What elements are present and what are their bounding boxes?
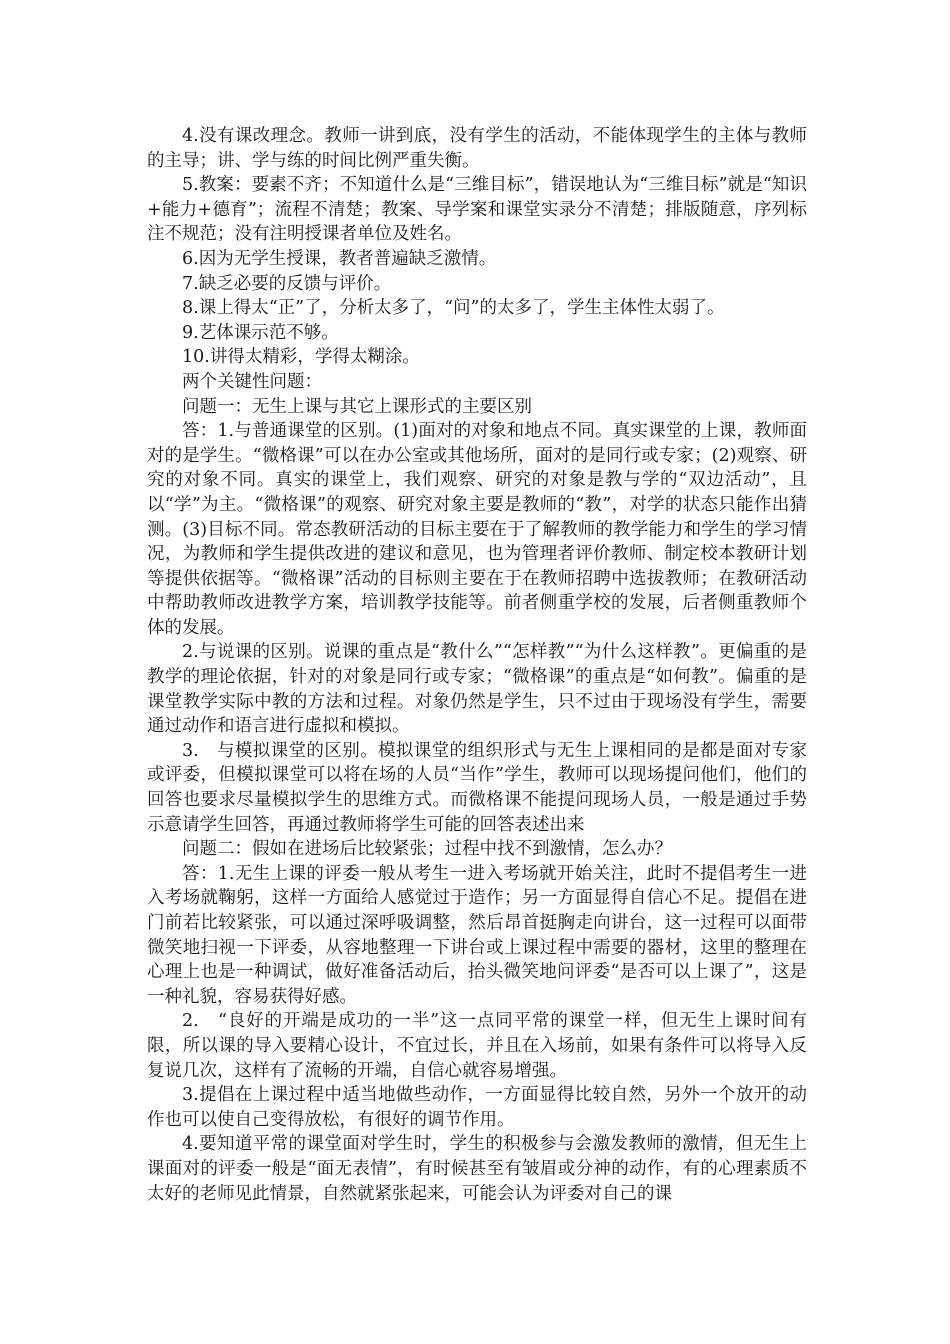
answer-one-part-1: 答：1.与普通课堂的区别。(1)面对的对象和地点不同。真实课堂的上课，教师面对的是学生。“微格课”可以在办公室或其他场所，面对的是同行或专家；(2)观察、研究的对象不同。真实的课堂上，我们观察、研究的对象是教与学的“双边活动”，且以“学”为主。“微格课”的观察、研究对象主要是教师的“教”，对学的状态只能作出猜测。(3)目标不同。常态教研活动的目标主要在于了解教师的教学能力和学生的学习情况，为教师和学生提供改进的建议和意见，也为管理者评价教师、制定校本教研计划等提供依据等。“微格课”活动的目标则主要在于在教师招聘中选拔教师；在教研活动中帮助教师改进教学方案，培训教学技能等。前者侧重学校的发展，后者侧重教师个体的发展。 — [147, 421, 807, 638]
paragraph-item-4: 4.没有课改理念。教师一讲到底，没有学生的活动，不能体现学生的主体与教师的主导；讲、学与练的时间比例严重失衡。 — [147, 126, 807, 171]
paragraph-item-5-lesson-plan: 5.教案：要素不齐；不知道什么是“三维目标”，错误地认为“三维目标”就是“知识+能力+德育”；流程不清楚；教案、导学案和课堂实录分不清楚；排版随意，序列标注不规范；没有注明授课者单位及姓名。 — [147, 175, 807, 245]
answer-one-part-2: 2.与说课的区别。说课的重点是“教什么”“怎样教”“为什么这样教”。更偏重的是教学的理论依据，针对的对象是同行或专家；“微格课”的重点是“如何教”。偏重的是课堂教学实际中教的方法和过程。对象仍然是学生，只不过由于现场没有学生，需要通过动作和语言进行虚拟和模拟。 — [147, 642, 807, 737]
answer-two-part-4: 4.要知道平常的课堂面对学生时，学生的积极参与会激发教师的激情，但无生上课面对的评委一般是“面无表情”，有时候甚至有皱眉或分神的动作，有的心理素质不太好的老师见此情景，自然就紧张起来，可能会认为评委对自己的课 — [147, 1134, 807, 1204]
paragraph-item-6: 6.因为无学生授课，教者普遍缺乏激情。 — [182, 248, 497, 269]
paragraph-item-8: 8.课上得太“正”了，分析太多了，“问”的太多了，学生主体性太弱了。 — [182, 298, 725, 319]
question-one-heading: 问题一：无生上课与其它上课形式的主要区别 — [182, 396, 532, 417]
question-two-heading: 问题二：假如在进场后比较紧张；过程中找不到激情，怎么办？ — [182, 839, 672, 860]
answer-one-part-3: 3. 与模拟课堂的区别。模拟课堂的组织形式与无生上课相同的是都是面对专家或评委，但模拟课堂可以将在场的人员“当作”学生，教师可以现场提问他们，他们的回答也要求尽量模拟学生的思维方式。而微格课不能提问现场人员，一般是通过手势示意请学生回答，再通过教师将学生可能的回答表述出来 — [147, 740, 807, 835]
answer-two-part-3: 3.提倡在上课过程中适当地做些动作，一方面显得比较自然，另外一个放开的动作也可以使自己变得放松，有很好的调节作用。 — [147, 1085, 807, 1130]
document-body — [147, 124, 807, 1206]
paragraph-item-9: 9.艺体课示范不够。 — [182, 322, 339, 343]
answer-two-part-2: 2. “良好的开端是成功的一半”这一点同平常的课堂一样，但无生上课时间有限，所以课的导入要精心设计，不宜过长，并且在入场前，如果有条件可以将导入反复说几次，这样有了流畅的开端，自信心就容易增强。 — [147, 1011, 807, 1081]
answer-two-part-1: 答：1.无生上课的评委一般从考生一进入考场就开始关注，此时不提倡考生一进入考场就鞠躬，这样一方面给人感觉过于造作；另一方面显得自信心不足。提倡在进门前若比较紧张，可以通过深呼吸调整，然后昂首挺胸走向讲台，这一过程可以面带微笑地扫视一下评委，从容地整理一下讲台或上课过程中需要的器材，这里的整理在心理上也是一种调试，做好准备活动后，抬头微笑地问评委“是否可以上课了”，这是一种礼貌，容易获得好感。 — [147, 863, 807, 1007]
paragraph-item-7: 7.缺乏必要的反馈与评价。 — [182, 273, 392, 294]
paragraph-item-10: 10.讲得太精彩，学得太糊涂。 — [182, 347, 420, 368]
section-heading-key-questions: 两个关键性问题： — [182, 371, 322, 392]
